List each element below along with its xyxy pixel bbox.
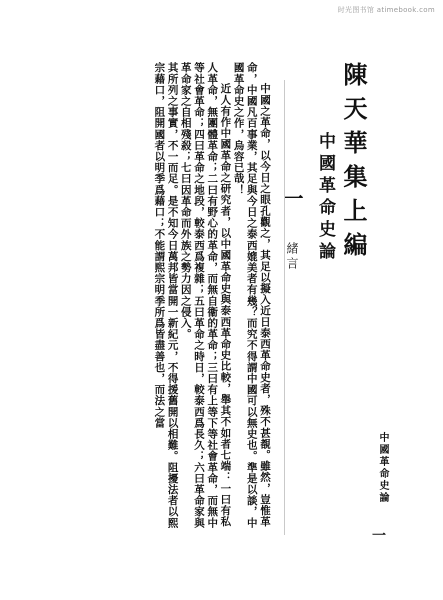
paragraph: 中國之革命，以今日之眼孔觀之，其足以擬入近日泰西革命史者，殊不甚覩。雖然，豈惟革命，中國凡百事業，其足與今日之泰西媲美者有幾？而究不得謂中國可以無史也。準是以談，中國革命史之作，烏容已哉！ <box>232 62 271 529</box>
running-footer-title: 中國革命史論 <box>377 432 388 504</box>
watermark: 时光图书馆 atimebook.com <box>337 6 435 14</box>
margin-divider <box>284 80 285 535</box>
section-title: 緒言 <box>285 242 299 272</box>
paragraph: 其所列之事實，不一而足。是不知今日萬邦皆當開一新紀元，不得援舊開以相難。阻擾法者以熙宗藉口，阻開國者以明季爲藉口；不能謂熙宗明季所爲皆盡善也，而法之當 <box>153 62 179 529</box>
section-heading <box>282 188 302 272</box>
chapter-title: 中國革命史論 <box>315 132 335 264</box>
body-text <box>13 62 271 532</box>
book-title: 陳天華集上編 <box>339 62 368 266</box>
page-number: 一 <box>370 528 386 542</box>
section-number: 一 <box>280 188 304 211</box>
paragraph: 近人有作中國革命之研究者，以中國革命史與泰西革命史比較，舉其不如者七端：一曰有私人革命，無團體革命；二曰有野心的革命，而無自衞的革命；三曰有上等下等社會革命，而無中等社會革命；四曰革命之地段，較泰西爲複雜；五曰革命之時日，較泰西爲長久；六曰革命家與革命家之自相殘殺；七曰因革命而外族之勢力因之侵入。 <box>179 62 232 529</box>
